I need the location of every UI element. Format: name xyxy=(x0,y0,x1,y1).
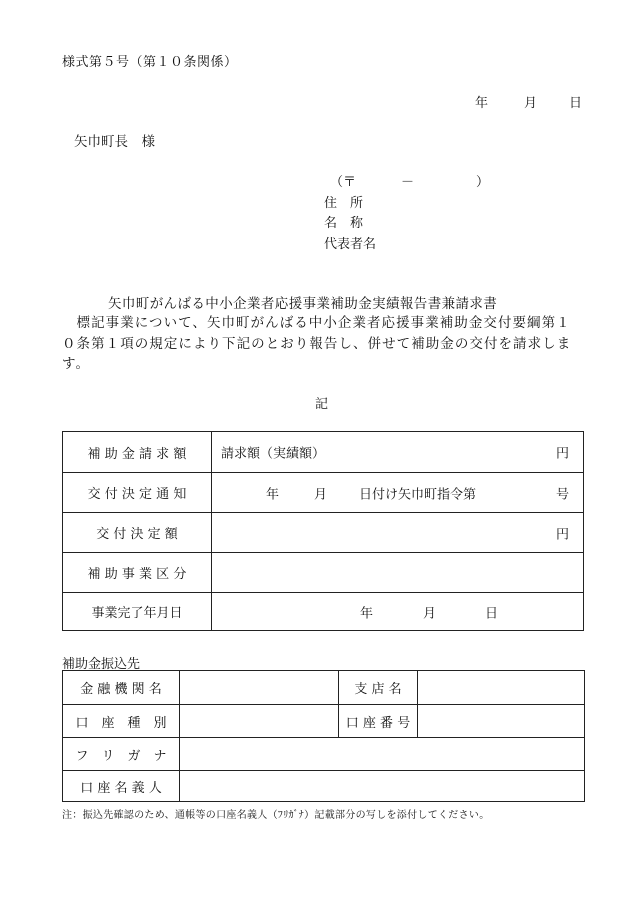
account-number-label: 口 座 番 号 xyxy=(338,705,418,737)
date-year-label: 年 xyxy=(475,96,489,111)
date-day-label: 日 xyxy=(569,96,583,111)
table-row xyxy=(63,552,583,592)
date-month-label: 月 xyxy=(524,96,538,111)
table-row xyxy=(63,770,584,801)
grant-amount-field[interactable] xyxy=(213,513,583,552)
furigana-label: フ リ ガ ナ xyxy=(63,738,180,770)
addressee: 矢巾町長 様 xyxy=(74,134,155,150)
account-type-label: 口 座 種 別 xyxy=(63,705,180,737)
form-code: 様式第５号（第１０条関係） xyxy=(62,55,238,70)
branch-name-label: 支 店 名 xyxy=(338,671,418,704)
address-label: 住 所 xyxy=(324,196,364,211)
bank-name-field[interactable] xyxy=(180,671,338,704)
grant-amount-label: 交 付 決 定 額 xyxy=(63,513,212,552)
notice-month-label: 月 xyxy=(314,487,328,502)
project-category-label: 補 助 事 業 区 分 xyxy=(63,553,212,592)
postal-code-dash: － xyxy=(401,175,415,190)
document-title: 矢巾町がんばる中小企業者応援事業補助金実績報告書兼請求書 xyxy=(108,296,498,312)
account-holder-label: 口 座 名 義 人 xyxy=(63,771,180,801)
table-row xyxy=(63,737,584,770)
table-row xyxy=(63,704,584,737)
yen-unit: 円 xyxy=(555,527,569,542)
bank-info-table xyxy=(62,670,585,802)
attachment-note: 注：振込先確認のため、通帳等の口座名義人（ﾌﾘｶﾞﾅ）記載部分の写しを添付してください。 xyxy=(62,810,490,821)
number-unit: 号 xyxy=(555,487,569,502)
claim-amount-label: 補 助 金 請 求 額 xyxy=(63,432,212,472)
completion-date-field[interactable] xyxy=(213,593,583,630)
claim-amount-caption: 請求額（実績額） xyxy=(221,446,326,462)
bank-heading: 補助金振込先 xyxy=(62,657,141,672)
branch-name-field[interactable] xyxy=(418,671,584,704)
postal-code-open: （〒 xyxy=(330,175,357,190)
account-number-field[interactable] xyxy=(418,705,584,737)
grant-info-table xyxy=(62,431,584,631)
grant-notice-label: 交 付 決 定 通 知 xyxy=(63,473,212,512)
grant-notice-field[interactable] xyxy=(213,473,583,512)
name-label: 名 称 xyxy=(324,216,364,231)
yen-unit: 円 xyxy=(555,446,569,462)
table-row xyxy=(63,432,583,472)
postal-code-close: ） xyxy=(476,175,490,190)
table-row xyxy=(63,671,584,704)
bank-name-label: 金 融 機 関 名 xyxy=(63,671,180,704)
project-category-field[interactable] xyxy=(213,553,583,592)
notice-year-label: 年 xyxy=(266,487,280,502)
table-row xyxy=(63,472,583,512)
table-row xyxy=(63,592,583,630)
document-body: 標記事業について、矢巾町がんばる中小企業者応援事業補助金交付要綱第１０条第１項の規定により下記のとおり報告し、併せて補助金の交付を請求します。 xyxy=(62,315,572,372)
completion-month-label: 月 xyxy=(423,606,437,621)
completion-year-label: 年 xyxy=(360,606,374,621)
claim-amount-field[interactable] xyxy=(213,432,583,472)
account-holder-field[interactable] xyxy=(180,771,584,801)
furigana-field[interactable] xyxy=(180,738,584,770)
table-row xyxy=(63,512,583,552)
representative-label: 代表者名 xyxy=(324,237,377,252)
notice-directive-caption: 日付け矢巾町指令第 xyxy=(359,487,477,502)
completion-date-label: 事業完了年月日 xyxy=(63,593,212,630)
account-type-field[interactable] xyxy=(180,705,338,737)
ki-heading: 記 xyxy=(315,397,329,412)
completion-day-label: 日 xyxy=(485,606,499,621)
